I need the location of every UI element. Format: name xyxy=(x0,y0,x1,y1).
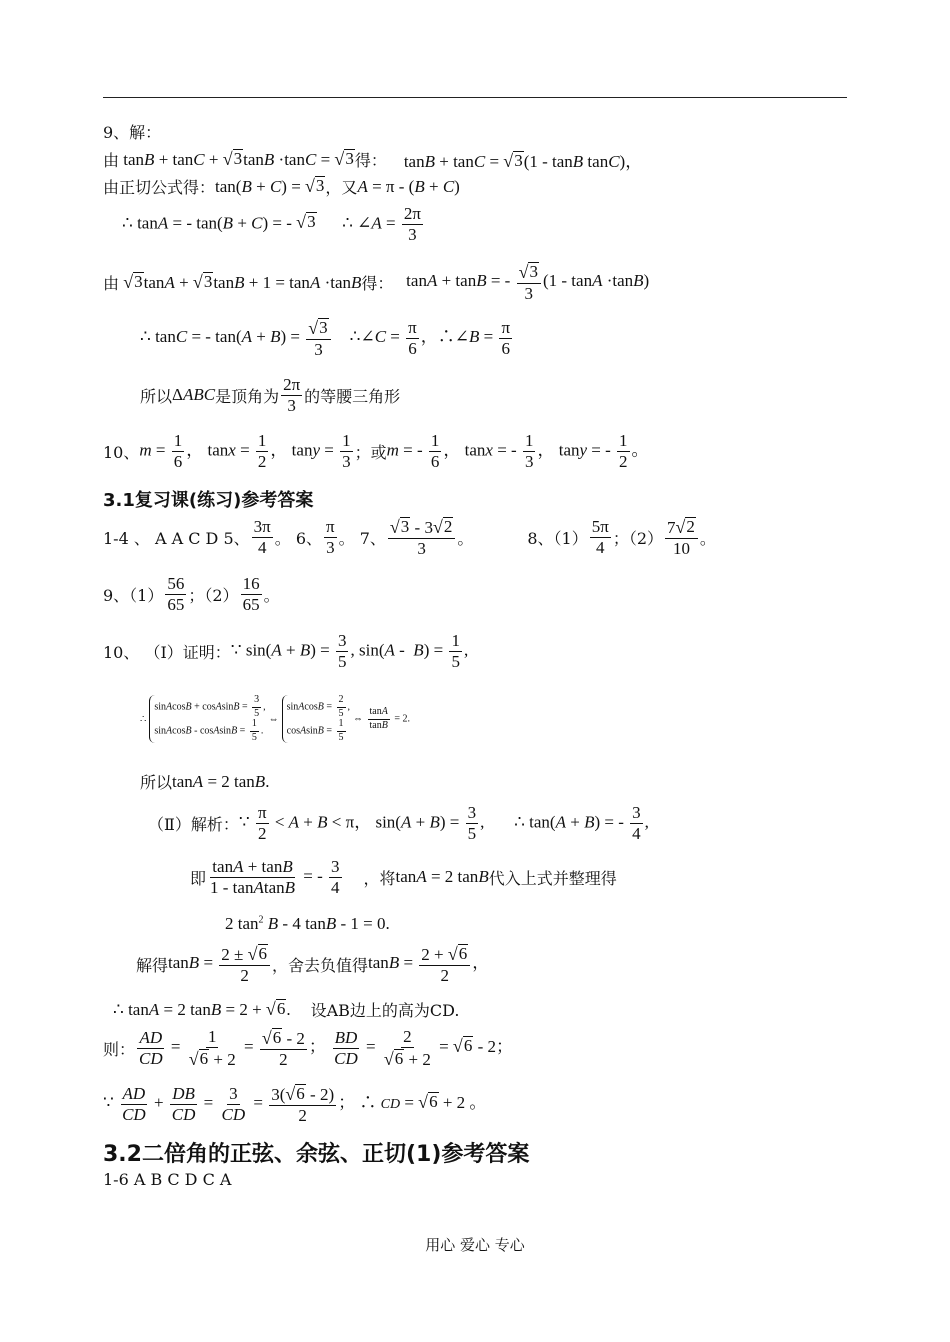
sec31-quadratic: 2 $\tan^2 B - 4$ tanB - 1 = 0. xyxy=(225,914,390,933)
sec31-equation-ji: 即 $\frac{\tan A + \tan B}{\text{1 - tanAtanB}}$ = - $\frac{3}{4}$ ，将 tanA = 2 tanB 代入上式并整理得 xyxy=(190,857,617,897)
sec31-ratios: 则： $\frac{AD}{CD}$ = 1 √ 6 + 2 = √ 6 - 2 2 ； $\frac{BD}{CD}$ = 2 √ 6 + 2 = √ 6 - 2； xyxy=(103,1027,513,1069)
sec31-cd-result: ∵ $\frac{AD}{CD}$ + $\frac{DB}{CD}$ = $\frac{3}{CD}$ = 3( √ 6 - 2) 2 ； ∴ CD = √ 6 + 2 。 xyxy=(103,1083,487,1125)
p9-line1: 由 tanB + tanC + √ 3 tanB ·tanC = √ 3 得： tanB + tanC = √ 3 (1 - tanB tanC)， xyxy=(103,148,643,171)
sec31-answers-1-8: 1-4 、 A A C D 5、 $\frac{3\pi}{4}$ 。 6、 $\frac{\pi}{3}$ 。 7、 √ 3 - 3 √ 2 3 。 8、（1） $\frac{5\pi}{4}$ ；（2） 7 √ 2 10 。 xyxy=(103,516,716,558)
sec31-solve: 解得 tanB = 2 ± √ 6 2 ，舍去负值得 tanB = 2 + √ 6 2 ， xyxy=(136,943,490,985)
sec31-answer-10-part1: 10、 （Ⅰ）证明： ∵ sin(A + B) = $\frac{3}{5}$ , sin(A - B) = $\frac{1}{5}$ , xyxy=(103,631,469,671)
p9-line4: 由 √ 3 tanA + √ 3 tanB + 1 = tanA ·tanB 得： tanA + tanB = - √ 3 3 (1 - tanA ·tanB) xyxy=(103,261,650,303)
p9-line3: ∴ tanA = - tan(B + C) = - √ 3 ∴ ∠A = $\frac{2\pi}{3}$ xyxy=(122,204,421,244)
page-footer: 用心 爱心 专心 xyxy=(425,1236,525,1254)
p9-label: 9、解： xyxy=(103,123,162,142)
sec31-tanA-relation: 所以 tanA = 2 tanB. xyxy=(140,771,270,792)
p9-line2: 由正切公式得： tan(B + C) = √ 3 ，又 A = π - (B + C) xyxy=(103,175,460,197)
header-rule xyxy=(103,97,847,98)
section-3-1-title: 3.1复习课(练习)参考答案 xyxy=(103,490,314,511)
p9-conclusion: 所以 ΔABC 是顶角为 $\frac{2\pi}{3}$ 的等腰三角形 xyxy=(140,375,401,415)
p10-line: 10、 m = $\frac{1}{6}$ ， tanx = $\frac{1}{2}$ ， tany = $\frac{1}{3}$ ；或 m = - $\frac{1}{6}$ ， tanx = - $\frac{1}{3}$ ， tany = - $\frac{1}{2}$ 。 xyxy=(103,431,649,471)
sec31-answer-10-part2: （Ⅱ）解析： ∵ $\frac{\pi}{2}$ < A + B < π， sin(A + B) = $\frac{3}{5}$ , ∴ tan(A + B) = - $\frac{3}{4}$ , xyxy=(148,803,649,843)
sec32-answers: 1-6 A B C D C A xyxy=(103,1170,232,1189)
p9-line5: ∴ tanC = - tan(A + B) = √ 3 3 ∴∠C = $\frac{\pi}{6}$ ，∴∠B = $\frac{\pi}{6}$ xyxy=(140,317,511,359)
system-of-equations: ∴ sinAcosB + cosAsinB = $\frac{3}{5}$ , sinAcosB - cosAsinB = $\frac{1}{5}$ . ⇔ sinAcosB = $\frac{2}{5}$ , cosAsinB = $\frac{1}{5}$ ⇔ $\frac{\tan A}{\tan B}$ = 2. xyxy=(140,694,410,743)
section-3-2-title: 3.2二倍角的正弦、余弦、正切(1)参考答案 xyxy=(103,1142,530,1167)
sec31-tanA-value: ∴ tanA = 2 tanB = 2 + √ 6 . 设AB边上的高为CD. xyxy=(113,998,460,1020)
sec31-answer-9: 9、（1） $\frac{56}{65}$ ；（2） $\frac{16}{65}$ 。 xyxy=(103,574,280,614)
